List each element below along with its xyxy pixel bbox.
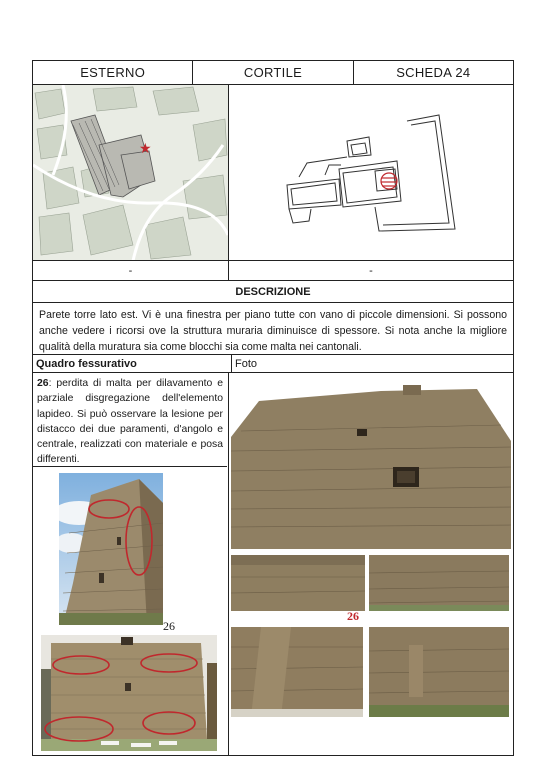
crack-description	[33, 373, 227, 467]
foto-label: Foto	[235, 357, 258, 370]
content-row	[33, 373, 513, 755]
main-wall-photo	[231, 381, 511, 549]
description-heading: DESCRIZIONE	[33, 281, 513, 303]
crack-number: 26	[37, 378, 49, 389]
left-column	[33, 373, 229, 755]
detail-photo-1	[231, 555, 365, 611]
description-text: Parete torre lato est. Vi è una finestra per piano tutte con vano di piccole dimensioni. Si possono anche vedere i ricorsi ove la struttura muraria diminuisce di spessore. Si nota anche la migliore qualità della muratura sia come blocchi sia come malta nei cantonali.	[33, 303, 513, 355]
detail-photo-3	[231, 627, 363, 717]
detail-photo-2	[369, 555, 509, 611]
wall-photo	[41, 635, 217, 751]
crack-text: : perdita di malta per dilavamento e parziale disgregazione dell'elemento lapideo. Si può osservare la lesione per distacco dei due paramenti, d'angolo e centrale, realizzati con materiale e posa differenti.	[37, 378, 223, 466]
quadro-header-row	[33, 355, 513, 373]
tower-photo-number: 26	[163, 619, 175, 633]
maps-row	[33, 85, 513, 261]
header-esterno: ESTERNO	[80, 65, 146, 80]
inspection-sheet	[32, 60, 514, 756]
photo-column	[229, 373, 513, 755]
header-row	[33, 61, 513, 85]
detail-photo-4	[369, 627, 509, 717]
detail-photo-number: 26	[347, 609, 359, 623]
header-scheda: SCHEDA 24	[353, 61, 513, 84]
map-captions-row	[33, 261, 513, 281]
map-caption-right: -	[369, 264, 373, 277]
location-star-icon: ★	[139, 141, 152, 157]
header-cortile: CORTILE	[192, 61, 352, 84]
floor-plan	[229, 85, 513, 260]
tower-photo	[59, 473, 163, 625]
quadro-fessurativo-label: Quadro fessurativo	[33, 355, 232, 372]
site-map	[33, 85, 229, 260]
map-caption-left: -	[33, 261, 229, 280]
